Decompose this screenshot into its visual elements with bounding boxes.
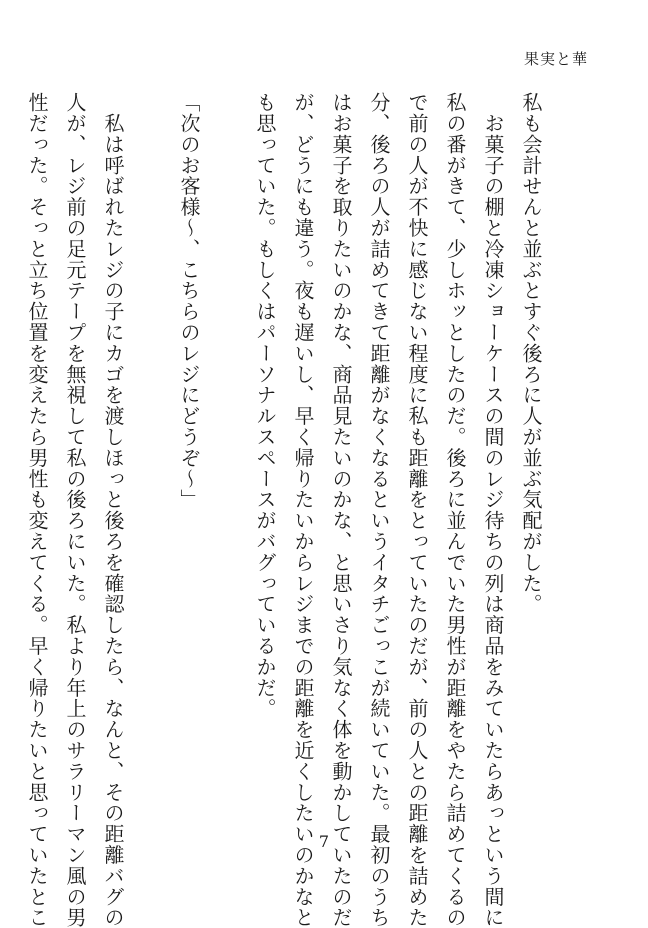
text-line: 分、後ろの人が詰めてきて距離がなくなるというイタチごっこが続いていた。最初のうち [367,92,391,928]
text-line: も思っていた。もしくはパーソナルスペースがバグっているかだ。 [253,92,277,719]
blank-line [208,92,246,852]
page-number: 7 [318,832,330,851]
text-line: が、どうにも違う。夜も遅いし、早く帰りたいからレジまでの距離を近くしたいのかなと [291,92,315,928]
text-line: 私は呼ばれたレジの子にカゴを渡しほっと後ろを確認したら、なんと、その距離バグの [101,92,125,928]
text-line: お菓子の棚と冷凍ショーケースの間のレジ待ちの列は商品をみていたらあっという間に [481,92,505,928]
text-line: 私の番がきて、少しホッとしたのだ。後ろに並んでいた男性が距離をやたら詰めてくるの [443,92,467,928]
dialogue-line: 「次のお客様〜、こちらのレジにどうぞ〜」 [177,92,201,510]
text-line: 人が、レジ前の足元テープを無視して私の後ろにいた。私より年上のサラリーマン風の男 [63,92,87,928]
blank-line [132,92,170,852]
text-line: 性だった。そっと立ち位置を変えたら男性も変えてくる。早く帰りたいと思っていたとこ [25,92,49,928]
text-line: 私も会計せんと並ぶとすぐ後ろに人が並ぶ気配がした。 [519,92,543,615]
text-line: はお菓子を取りたいのかな、商品見たいのかな、と思いさり気なく体を動かしていたのだ [329,92,353,928]
text-line: で前の人が不快に感じない程度に私も距離をとっていたのだが、前の人との距離を詰めた [405,92,429,928]
running-header-title: 果実と華 [523,50,588,68]
vertical-body-text [18,92,550,928]
